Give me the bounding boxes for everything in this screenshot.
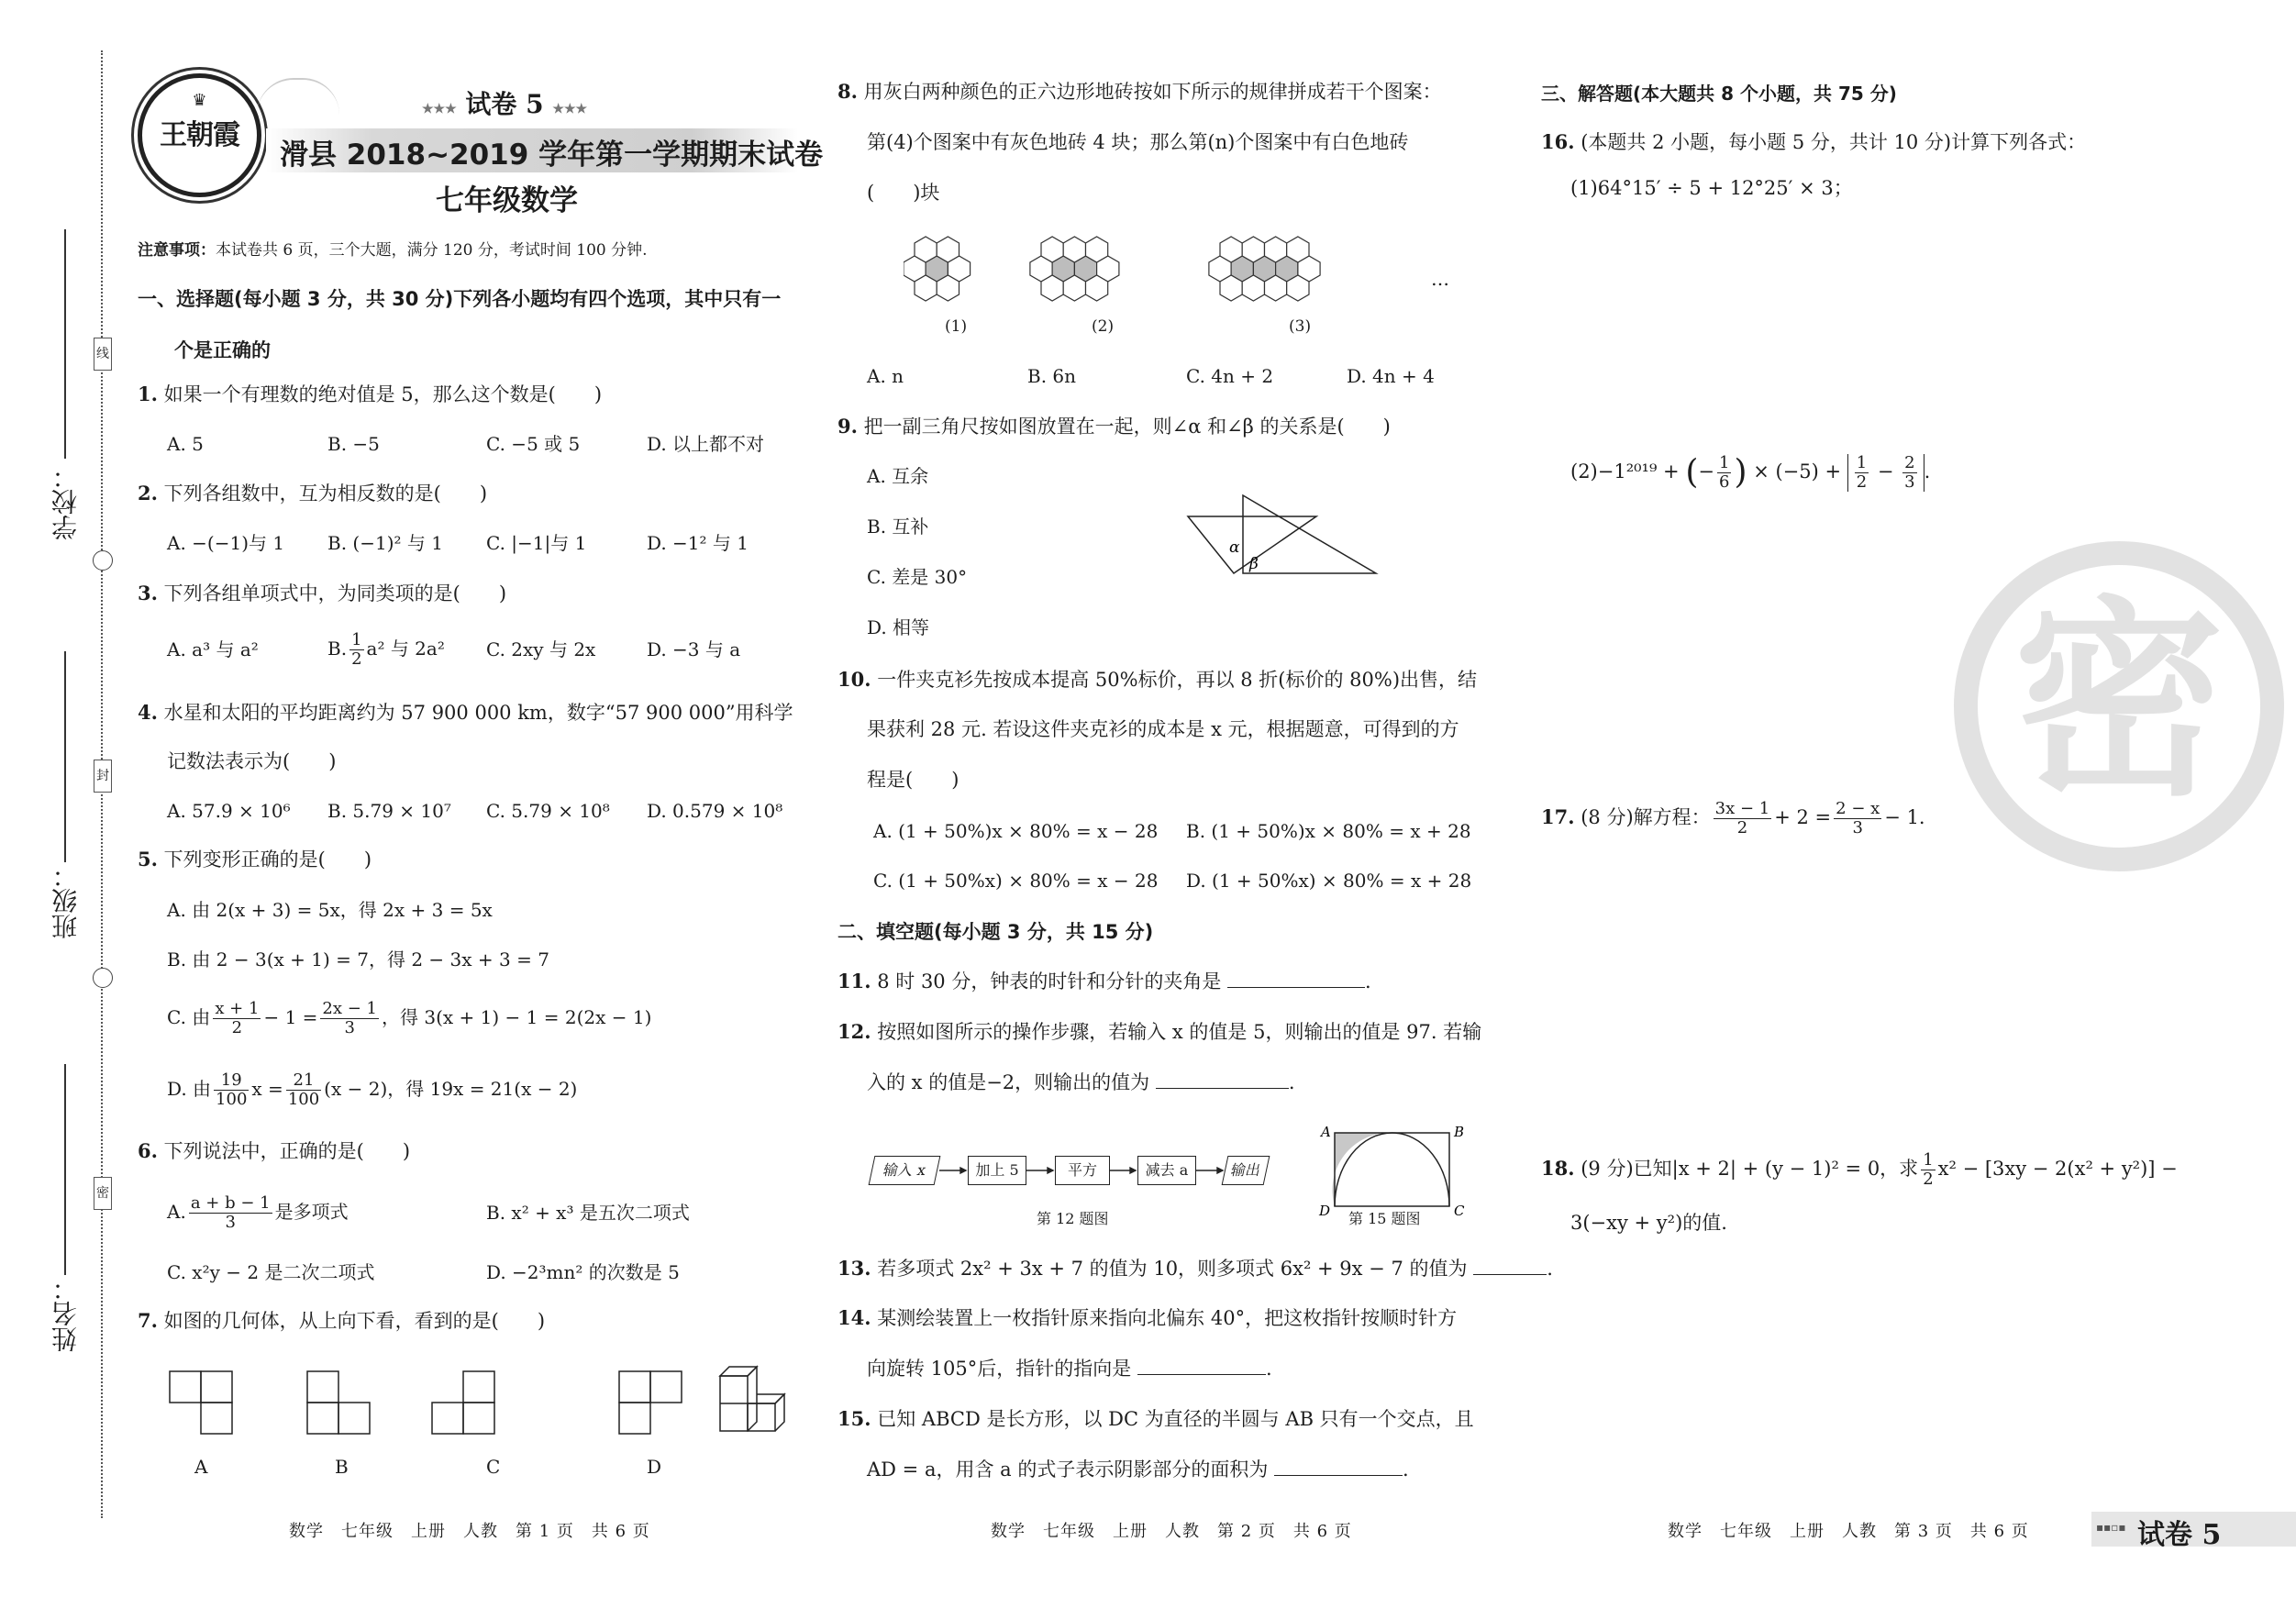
q10-stem-line3: 程是( ) — [867, 769, 959, 791]
q6-stem: 6. 下列说法中，正确的是( ) — [138, 1139, 411, 1162]
q5-stem: 5. 下列变形正确的是( ) — [138, 848, 372, 871]
logo-seal — [138, 73, 261, 197]
q5-option-a: A. 由 2(x + 3) = 5x，得 2x + 3 = 5x — [167, 899, 493, 921]
section1-title-line2: 个是正确的 — [174, 339, 271, 361]
q15-stem-line2: AD = a，用含 a 的式子表示阴影部分的面积为 . — [867, 1458, 1409, 1481]
q8-option-c: C. 4n + 2 — [1186, 365, 1274, 387]
q5-option-b: B. 由 2 − 3(x + 1) = 7，得 2 − 3x + 3 = 7 — [167, 948, 549, 970]
q3-option-a: A. a³ 与 a² — [167, 638, 259, 660]
q11: 11. 8 时 30 分，钟表的时针和分针的夹角是 . — [837, 970, 1371, 993]
q7-figure-a — [170, 1371, 232, 1434]
name-underline — [64, 1064, 66, 1275]
q4-stem-line2: 记数法表示为( ) — [167, 750, 337, 772]
q8-fig1-label: (1) — [945, 317, 968, 336]
footer-tag-dots: ▪▪▫▪ — [2096, 1521, 2126, 1534]
flow-output-box: 输出 — [1222, 1156, 1270, 1185]
footer-tag: 试卷 5 — [2137, 1519, 2222, 1551]
section1-title-line1: 一、选择题(每小题 3 分，共 30 分)下列各小题均有四个选项，其中只有一 — [138, 288, 782, 310]
q18-line2: 3(−xy + y²)的值. — [1570, 1212, 1727, 1234]
q8-option-d: D. 4n + 4 — [1347, 365, 1435, 387]
q7-label-c: C — [486, 1456, 501, 1478]
q1-option-b: B. −5 — [327, 433, 380, 455]
exam-title: 滑县 2018~2019 学年第一学期期末试卷 — [280, 139, 824, 172]
q7-label-a: A — [194, 1456, 208, 1478]
flow-input-box: 输入 x — [869, 1156, 941, 1185]
school-underline — [64, 229, 66, 459]
q17: 17. (8 分)解方程： $\frac{3x - 1}{2}$ + 2 = $\frac{2 - x}{3}$ − 1. — [1541, 799, 1925, 837]
q1-option-d: D. 以上都不对 — [647, 433, 765, 455]
q7-label-d: D — [647, 1456, 662, 1478]
q10-stem-line2: 果获利 28 元. 若设这件夹克衫的成本是 x 元，根据题意，可得到的方 — [867, 718, 1459, 740]
point-b-label: B — [1454, 1124, 1465, 1140]
q13-answer-blank[interactable] — [1473, 1256, 1547, 1275]
q6-option-d: D. −2³mn² 的次数是 5 — [486, 1261, 680, 1283]
q2-option-d: D. −1² 与 1 — [647, 532, 749, 554]
point-c-label: C — [1454, 1203, 1465, 1219]
footer-page-3: 数学 七年级 上册 人教 第 3 页 共 6 页 — [1668, 1522, 2029, 1541]
q6-option-c: C. x²y − 2 是二次二项式 — [167, 1261, 375, 1283]
paper-tag-text: 试卷 5 — [465, 89, 544, 119]
q14-stem-line1: 14. 某测绘装置上一枚指针原来指向北偏东 40°，把这枚指针按顺时针方 — [837, 1306, 1458, 1329]
beta-label: β — [1249, 555, 1259, 573]
q1-option-c: C. −5 或 5 — [486, 433, 581, 455]
footer-page-2: 数学 七年级 上册 人教 第 2 页 共 6 页 — [991, 1522, 1352, 1541]
seal-mi: 密 — [94, 1177, 112, 1210]
q4-option-a: A. 57.9 × 10⁶ — [167, 800, 291, 822]
q12-stem-line1: 12. 按照如图所示的操作步骤，若输入 x 的值是 5，则输出的值是 97. 若输 — [837, 1020, 1482, 1043]
q14-answer-blank[interactable] — [1137, 1356, 1266, 1375]
q16-part2: (2)−1²⁰¹⁹ + (− $\frac{1}{6}$ ) × (−5) + $\frac{1}{2}$ − $\frac{2}{3}$ . — [1570, 453, 1931, 492]
q9-stem: 9. 把一副三角尺按如图放置在一起，则∠α 和∠β 的关系是( ) — [837, 415, 1391, 438]
q1-option-a: A. 5 — [167, 433, 204, 455]
flow-add5-box: 加上 5 — [968, 1156, 1026, 1185]
watermark-seal — [1954, 541, 2284, 871]
logo-text: 王朝霞 — [160, 119, 239, 151]
q7-solid-figure — [720, 1367, 784, 1431]
q13: 13. 若多项式 2x² + 3x + 7 的值为 10，则多项式 6x² + 9x − 7 的值为 . — [837, 1257, 1553, 1280]
q7-stem: 7. 如图的几何体，从上向下看，看到的是( ) — [138, 1309, 546, 1332]
q10-option-d: D. (1 + 50%x) × 80% = x + 28 — [1186, 870, 1472, 892]
class-label: 班级： — [50, 862, 81, 939]
q15-stem-line1: 15. 已知 ABCD 是长方形，以 DC 为直径的半圆与 AB 只有一个交点，且 — [837, 1407, 1474, 1430]
q6-option-b: B. x² + x³ 是五次二项式 — [486, 1202, 690, 1224]
q18-line1: 18. (9 分)已知|x + 2| + (y − 1)² = 0，求 $\frac{1}{2}$ x² − [3xy − 2(x² + y²)] − — [1541, 1150, 2178, 1189]
watermark-char: 密 — [2013, 580, 2224, 825]
q16-stem: 16. (本题共 2 小题，每小题 5 分，共计 10 分)计算下列各式： — [1541, 130, 2087, 153]
exam-subtitle: 七年级数学 — [436, 184, 578, 217]
q10-stem-line1: 10. 一件夹克衫先按成本提高 50%标价，再以 8 折(标价的 80%)出售，结 — [837, 668, 1478, 691]
name-label: 姓名： — [50, 1275, 81, 1352]
q15-caption: 第 15 题图 — [1348, 1210, 1421, 1227]
section2-title: 二、填空题(每小题 3 分，共 15 分) — [837, 921, 1154, 943]
alpha-label: α — [1229, 538, 1240, 557]
q7-figures — [161, 1358, 803, 1458]
q7-figure-b — [307, 1371, 370, 1434]
q9-option-c: C. 差是 30° — [867, 566, 968, 588]
flow-minus-a-box: 减去 a — [1137, 1156, 1196, 1185]
q3-option-d: D. −3 与 a — [647, 638, 741, 660]
q9-option-d: D. 相等 — [867, 616, 930, 638]
q1-stem: 1. 如果一个有理数的绝对值是 5，那么这个数是( ) — [138, 383, 603, 405]
q2-option-c: C. |−1|与 1 — [486, 532, 587, 554]
q10-option-a: A. (1 + 50%)x × 80% = x − 28 — [873, 820, 1159, 842]
class-underline — [64, 651, 66, 862]
paper-tag — [422, 84, 587, 121]
q9-option-b: B. 互补 — [867, 516, 929, 538]
q4-stem-line1: 4. 水星和太阳的平均距离约为 57 900 000 km，数字“57 900 000”用科学 — [138, 701, 793, 724]
q7-figure-d — [619, 1371, 682, 1434]
q5-option-d: D. 由 $\frac{19}{100}$ x = $\frac{21}{100}$ (x − 2)，得 19x = 21(x − 2) — [167, 1070, 578, 1109]
section3-title: 三、解答题(本大题共 8 个小题，共 75 分) — [1541, 83, 1897, 105]
q8-hexagon-figures — [904, 225, 1472, 326]
notice-text: 本试卷共 6 页，三个大题，满分 120 分，考试时间 100 分钟. — [216, 241, 648, 260]
q14-stem-line2: 向旋转 105°后，指针的指向是 . — [867, 1358, 1272, 1380]
point-d-label: D — [1319, 1203, 1331, 1219]
q9-option-a: A. 互余 — [867, 465, 929, 487]
ribbon-decoration — [257, 78, 339, 116]
q12-answer-blank[interactable] — [1156, 1070, 1289, 1089]
q6-option-a: A. $\frac{a + b - 1}{3}$ 是多项式 — [167, 1193, 349, 1232]
q11-answer-blank[interactable] — [1227, 969, 1365, 988]
q2-option-b: B. (−1)² 与 1 — [327, 532, 443, 554]
notice — [138, 237, 648, 260]
q7-figure-c — [432, 1371, 494, 1434]
footer-page-1: 数学 七年级 上册 人教 第 1 页 共 6 页 — [289, 1522, 650, 1541]
q12-caption: 第 12 题图 — [1037, 1210, 1109, 1227]
q8-fig2-label: (2) — [1092, 317, 1115, 336]
seal-xian: 线 — [94, 338, 112, 371]
q8-option-b: B. 6n — [1027, 365, 1077, 387]
stars-left: ★★★ — [422, 102, 457, 116]
q7-label-b: B — [335, 1456, 349, 1478]
q4-option-b: B. 5.79 × 10⁷ — [327, 800, 451, 822]
q8-stem-line3: ( )块 — [867, 182, 940, 204]
q12-flowchart — [871, 1156, 1266, 1187]
school-label: 学校： — [50, 463, 81, 540]
notice-label: 注意事项： — [138, 241, 216, 260]
seal-feng: 封 — [94, 760, 112, 793]
q8-fig3-label: (3) — [1289, 317, 1312, 336]
q10-option-b: B. (1 + 50%)x × 80% = x + 28 — [1186, 820, 1471, 842]
q8-stem-line1: 8. 用灰白两种颜色的正六边形地砖按如下所示的规律拼成若干个图案： — [837, 80, 1442, 103]
q8-ellipsis: … — [1431, 268, 1449, 290]
q4-option-d: D. 0.579 × 10⁸ — [647, 800, 783, 822]
q9-triangle-figure — [1183, 491, 1390, 582]
flow-square-box: 平方 — [1055, 1156, 1110, 1185]
binding-hole-1 — [93, 550, 113, 571]
q8-stem-line2: 第(4)个图案中有灰色地砖 4 块；那么第(n)个图案中有白色地砖 — [867, 131, 1409, 153]
q2-stem: 2. 下列各组数中，互为相反数的是( ) — [138, 482, 488, 505]
q15-answer-blank[interactable] — [1274, 1457, 1403, 1476]
point-a-label: A — [1321, 1124, 1331, 1140]
binding-hole-2 — [93, 968, 113, 988]
crown-icon: ♛ — [192, 91, 207, 110]
flow-arrows — [871, 1156, 1266, 1187]
q8-option-a: A. n — [867, 365, 904, 387]
q16-part1: (1)64°15′ ÷ 5 + 12°25′ × 3； — [1570, 177, 1853, 199]
q3-option-c: C. 2xy 与 2x — [486, 638, 596, 660]
q3-option-b: B. $\frac{1}{2}$ a² 与 2a² — [327, 630, 445, 669]
q4-option-c: C. 5.79 × 10⁸ — [486, 800, 610, 822]
q12-stem-line2: 入的 x 的值是−2，则输出的值为 . — [867, 1071, 1295, 1093]
q2-option-a: A. −(−1)与 1 — [167, 532, 285, 554]
q3-stem: 3. 下列各组单项式中，为同类项的是( ) — [138, 582, 507, 604]
stars-right: ★★★ — [552, 102, 588, 116]
q10-option-c: C. (1 + 50%x) × 80% = x − 28 — [873, 870, 1159, 892]
q5-option-c: C. 由 $\frac{x + 1}{2}$ − 1 = $\frac{2x - 1}{3}$ ，得 3(x + 1) − 1 = 2(2x − 1) — [167, 999, 652, 1037]
